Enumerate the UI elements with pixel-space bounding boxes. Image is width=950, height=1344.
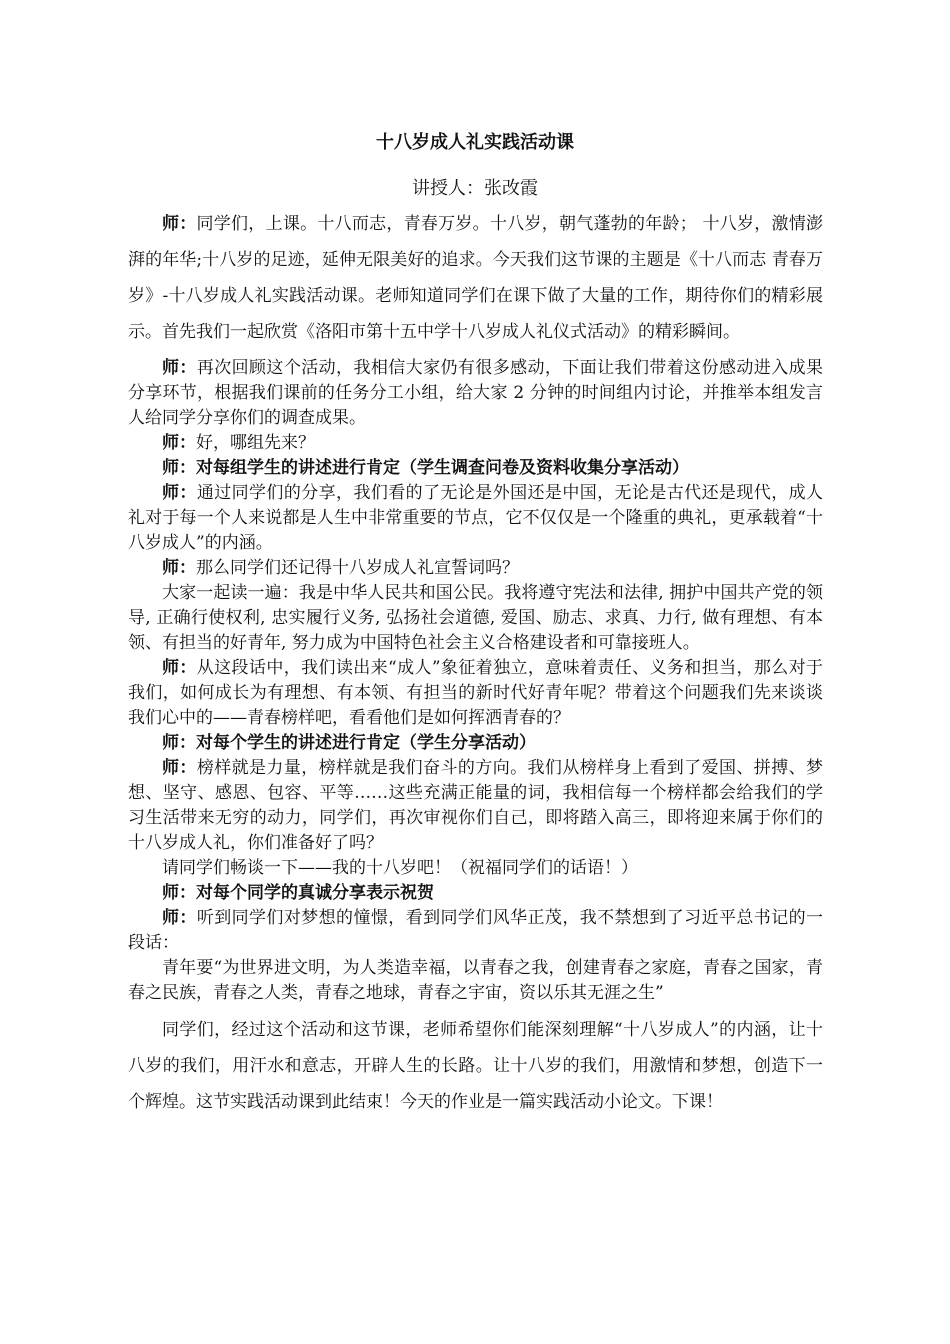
quote-paragraph: 青年要“为世界进文明，为人类造幸福，以青春之我，创建青春之家庭，青春之国家，青春之民族，青春之人类，青春之地球，青春之宇宙，资以乐其无涯之生” (128, 958, 823, 1003)
paragraph-text: 那么同学们还记得十八岁成人礼宣誓词吗？ (196, 558, 519, 578)
paragraph (128, 756, 823, 856)
paragraph (128, 431, 823, 456)
paragraph (128, 556, 823, 581)
paragraph-text: 听到同学们对梦想的憧憬，看到同学们风华正茂，我不禁想到了习近平总书记的一段话： (128, 908, 824, 953)
speaker-label: 师： (162, 758, 197, 778)
speaker-label: 师： (162, 658, 197, 678)
speaker-label: 师： (162, 214, 197, 234)
document-body (128, 206, 823, 1120)
speaker-label: 师： (162, 483, 197, 503)
author-line: 讲授人：张改霞 (412, 178, 538, 199)
paragraph: 请同学们畅谈一下——我的十八岁吧！（祝福同学们的话语！） (162, 858, 638, 878)
paragraph-text: 同学们，上课。十八而志，青春万岁。十八岁，朝气蓬勃的年龄； 十八岁，激情澎湃的年华;十八岁的足迹，延伸无限美好的追求。今天我们这节课的主题是《十八而志 青春万岁》-十八岁成人礼实践活动课。老师知道同学们在课下做了大量的工作，期待你们的精彩展示。首先我们一起欣赏《洛阳市第十五中学十八岁成人礼仪式活动》的精彩瞬间。 (128, 214, 824, 342)
paragraph (128, 206, 823, 350)
paragraph-text: 通过同学们的分享，我们看的了无论是外国还是中国，无论是古代还是现代，成人礼对于每一个人来说都是人生中非常重要的节点，它不仅仅是一个隆重的典礼，更承载着“十八岁成人”的内涵。 (128, 483, 824, 553)
paragraph-text: 好，哪组先来？ (196, 433, 315, 453)
bold-instruction: 师：对每个学生的讲述进行肯定（学生分享活动） (162, 733, 536, 753)
speaker-label: 师： (162, 908, 197, 928)
paragraph-text: 再次回顾这个活动，我相信大家仍有很多感动，下面让我们带着这份感动进入成果分享环节，根据我们课前的任务分工小组，给大家 2 分钟的时间组内讨论，并推举本组发言人给同学分享你们的调查成果。 (128, 358, 824, 428)
speaker-label: 师： (162, 433, 196, 453)
paragraph (128, 656, 823, 731)
paragraph-text: 从这段话中，我们读出来“成人”象征着独立，意味着责任、义务和担当，那么对于我们，如何成长为有理想、有本领、有担当的新时代好青年呢？带着这个问题我们先来谈谈我们心中的——青春榜样吧，看看他们是如何挥洒青春的？ (128, 658, 824, 728)
paragraph (128, 481, 823, 556)
page-title: 十八岁成人礼实践活动课 (376, 132, 574, 153)
speaker-label: 师： (162, 558, 196, 578)
paragraph (128, 906, 823, 956)
paragraph-text: 榜样就是力量，榜样就是我们奋斗的方向。我们从榜样身上看到了爱国、拼搏、梦想、坚守、感恩、包容、平等……这些充满正能量的词，我相信每一个榜样都会给我们的学习生活带来无穷的动力，同学们，再次审视你们自己，即将踏入高三，即将迎来属于你们的十八岁成人礼，你们准备好了吗？ (128, 758, 824, 853)
bold-instruction: 师：对每个同学的真诚分享表示祝贺 (162, 883, 434, 903)
closing-paragraph: 同学们，经过这个活动和这节课，老师希望你们能深刻理解“十八岁成人”的内涵，让十八岁的我们，用汗水和意志，开辟人生的长路。让十八岁的我们，用激情和梦想，创造下一个辉煌。这节实践活动课到此结束！今天的作业是一篇实践活动小论文。下课！ (128, 1020, 823, 1112)
oath-paragraph: 大家一起读一遍：我是中华人民共和国公民。我将遵守宪法和法律, 拥护中国共产党的领导, 正确行使权利, 忠实履行义务, 弘扬社会道德, 爱国、励志、求真、力行, 做有理想、有本领、有担当的好青年, 努力成为中国特色社会主义合格建设者和可靠接班人。 (128, 583, 823, 653)
paragraph (128, 356, 823, 431)
speaker-label: 师： (162, 358, 197, 378)
bold-instruction: 师：对每组学生的讲述进行肯定（学生调查问卷及资料收集分享活动） (162, 458, 689, 478)
